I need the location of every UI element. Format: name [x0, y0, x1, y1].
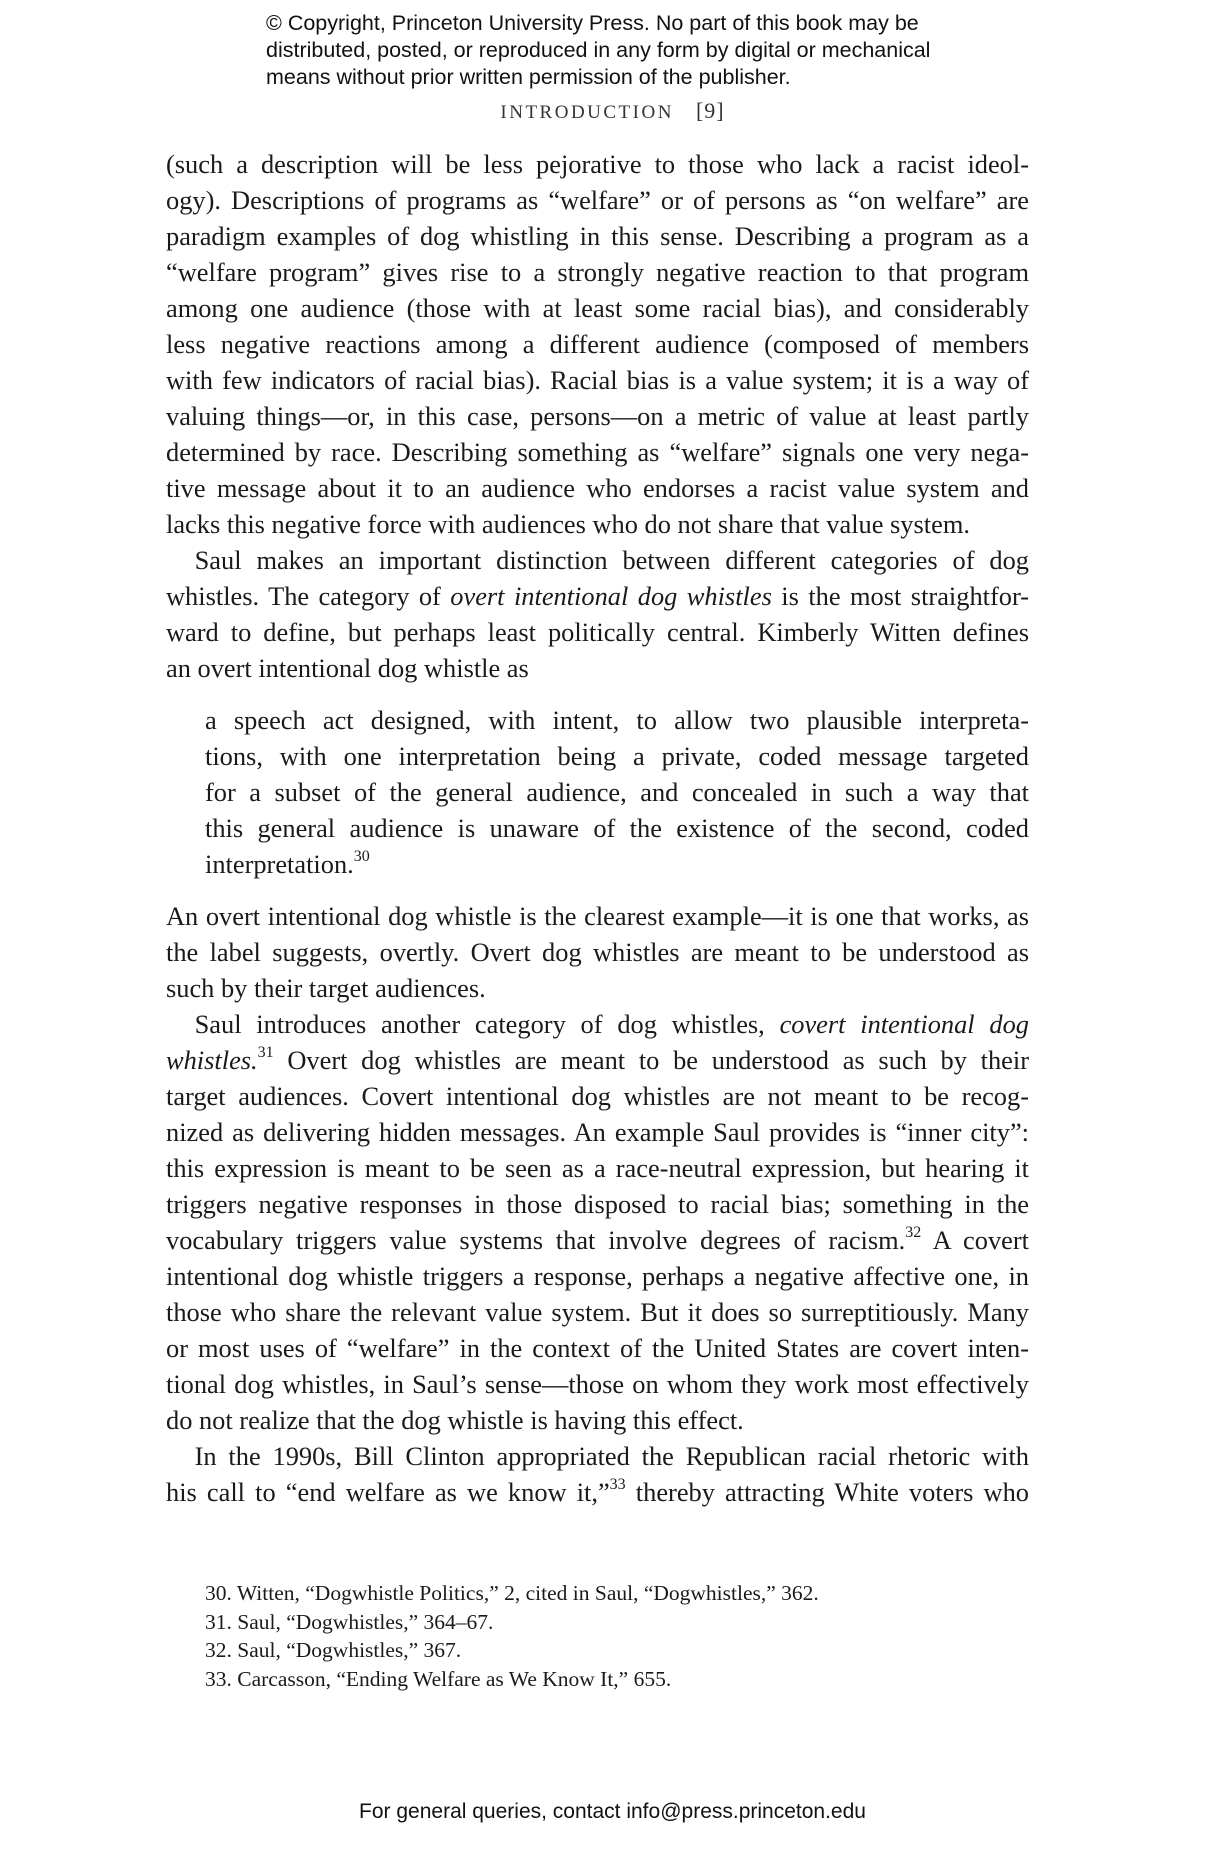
quote-line: this general audience is unaware of the existence of the second, coded — [205, 813, 1029, 843]
paragraph-5 — [166, 1438, 1029, 1510]
quote-line — [205, 846, 1029, 882]
text-line: the label suggests, overtly. Overt dog whistles are meant to be understood as — [166, 937, 1029, 967]
copyright-notice — [266, 10, 1026, 91]
text-line: “welfare program” gives rise to a strongly negative reaction to that program — [166, 257, 1029, 287]
text-line: lacks this negative force with audiences who do not share that value system. — [166, 509, 970, 539]
text-line — [166, 1042, 1029, 1078]
footnote-ref: 33 — [609, 1476, 626, 1494]
text-line: with few indicators of racial bias). Racial bias is a value system; it is a way of — [166, 365, 1029, 395]
text-line: ward to define, but perhaps least politically central. Kimberly Witten defines — [166, 617, 1029, 647]
running-head — [0, 98, 1225, 124]
text-line — [166, 1222, 1029, 1258]
text-line: (such a description will be less pejorative to those who lack a racist ideol- — [166, 149, 1029, 179]
page-number: [9] — [695, 98, 725, 123]
italic-term: overt intentional dog whistles — [450, 581, 772, 611]
paragraph-1 — [166, 146, 1029, 542]
text-run: A covert — [921, 1225, 1029, 1255]
text-line: paradigm examples of dog whistling in this sense. Describing a program as a — [166, 221, 1029, 251]
text-line: those who share the relevant value system. But it does so surreptitiously. Many — [166, 1297, 1029, 1327]
text-line: intentional dog whistle triggers a response, perhaps a negative affective one, in — [166, 1261, 1029, 1291]
text-run: vocabulary triggers value systems that involve degrees of racism. — [166, 1225, 906, 1255]
paragraph-4 — [166, 1006, 1029, 1438]
section-title: INTRODUCTION — [500, 102, 674, 123]
text-run: is the most straightfor- — [771, 581, 1029, 611]
paragraph-3 — [166, 898, 1029, 1006]
text-line: tive message about it to an audience who endorses a racist value system and — [166, 473, 1029, 503]
text-line: do not realize that the dog whistle is having this effect. — [166, 1405, 744, 1435]
text-line: an overt intentional dog whistle as — [166, 653, 529, 683]
paragraph-2 — [166, 542, 1029, 686]
contact-footer: For general queries, contact info@press.princeton.edu — [359, 1800, 866, 1823]
body-text — [166, 146, 1029, 1510]
text-line: An overt intentional dog whistle is the clearest example—it is one that works, as — [166, 901, 1029, 931]
text-line: tional dog whistles, in Saul’s sense—those on whom they work most effectively — [166, 1369, 1029, 1399]
text-line: determined by race. Describing something as “welfare” signals one very nega- — [166, 437, 1029, 467]
quote-line: for a subset of the general audience, and concealed in such a way that — [205, 777, 1029, 807]
text-run: Overt dog whistles are meant to be understood as such by their — [273, 1045, 1029, 1075]
text-line: such by their target audiences. — [166, 973, 486, 1003]
text-run: Saul introduces another category of dog whistles, — [194, 1009, 780, 1039]
copyright-line: distributed, posted, or reproduced in any form by digital or mechanical — [266, 38, 931, 62]
block-quote — [205, 702, 1029, 882]
text-line: valuing things—or, in this case, persons—on a metric of value at least partly — [166, 401, 1029, 431]
text-line: ogy). Descriptions of programs as “welfare” or of persons as “on welfare” are — [166, 185, 1029, 215]
copyright-line: © Copyright, Princeton University Press. No part of this book may be — [266, 11, 919, 35]
text-line — [166, 542, 1029, 578]
footnote: 32. Saul, “Dogwhistles,” 367. — [205, 1638, 462, 1662]
text-run: whistles. The category of — [166, 581, 451, 611]
text-line: among one audience (those with at least some racial bias), and considerably — [166, 293, 1029, 323]
text-run: his call to “end welfare as we know it,” — [166, 1477, 610, 1507]
text-line — [166, 1438, 1029, 1474]
text-line: less negative reactions among a different audience (composed of members — [166, 329, 1029, 359]
footnote: 30. Witten, “Dogwhistle Politics,” 2, cited in Saul, “Dogwhistles,” 362. — [205, 1581, 819, 1605]
quote-line: a speech act designed, with intent, to allow two plausible interpreta- — [205, 705, 1029, 735]
text-line: triggers negative responses in those disposed to racial bias; something in the — [166, 1189, 1029, 1219]
text-run: In the 1990s, Bill Clinton appropriated the Republican racial rhetoric with — [194, 1441, 1029, 1471]
copyright-line: means without prior written permission of the publisher. — [266, 65, 791, 89]
text-line: or most uses of “welfare” in the context of the United States are covert inten- — [166, 1333, 1029, 1363]
footnote-ref: 31 — [257, 1044, 274, 1062]
text-run: interpretation. — [205, 849, 354, 879]
quote-line: tions, with one interpretation being a private, coded message targeted — [205, 741, 1029, 771]
text-line: target audiences. Covert intentional dog whistles are not meant to be recog- — [166, 1081, 1029, 1111]
text-line: nized as delivering hidden messages. An example Saul provides is “inner city”: — [166, 1117, 1029, 1147]
footnotes — [205, 1579, 1025, 1693]
text-line — [166, 578, 1029, 614]
footnote-ref: 32 — [905, 1224, 922, 1242]
text-run: thereby attracting White voters who — [625, 1477, 1029, 1507]
footnote-ref: 30 — [353, 848, 370, 866]
text-run: Saul makes an important distinction between different categories of dog — [194, 545, 1029, 575]
text-line: this expression is meant to be seen as a race-neutral expression, but hearing it — [166, 1153, 1029, 1183]
footnote: 33. Carcasson, “Ending Welfare as We Know It,” 655. — [205, 1666, 672, 1691]
text-line — [166, 1474, 1029, 1510]
italic-term: whistles. — [166, 1045, 258, 1075]
italic-term: covert intentional dog — [779, 1009, 1029, 1039]
text-line — [166, 1006, 1029, 1042]
footnote: 31. Saul, “Dogwhistles,” 364–67. — [205, 1609, 494, 1634]
